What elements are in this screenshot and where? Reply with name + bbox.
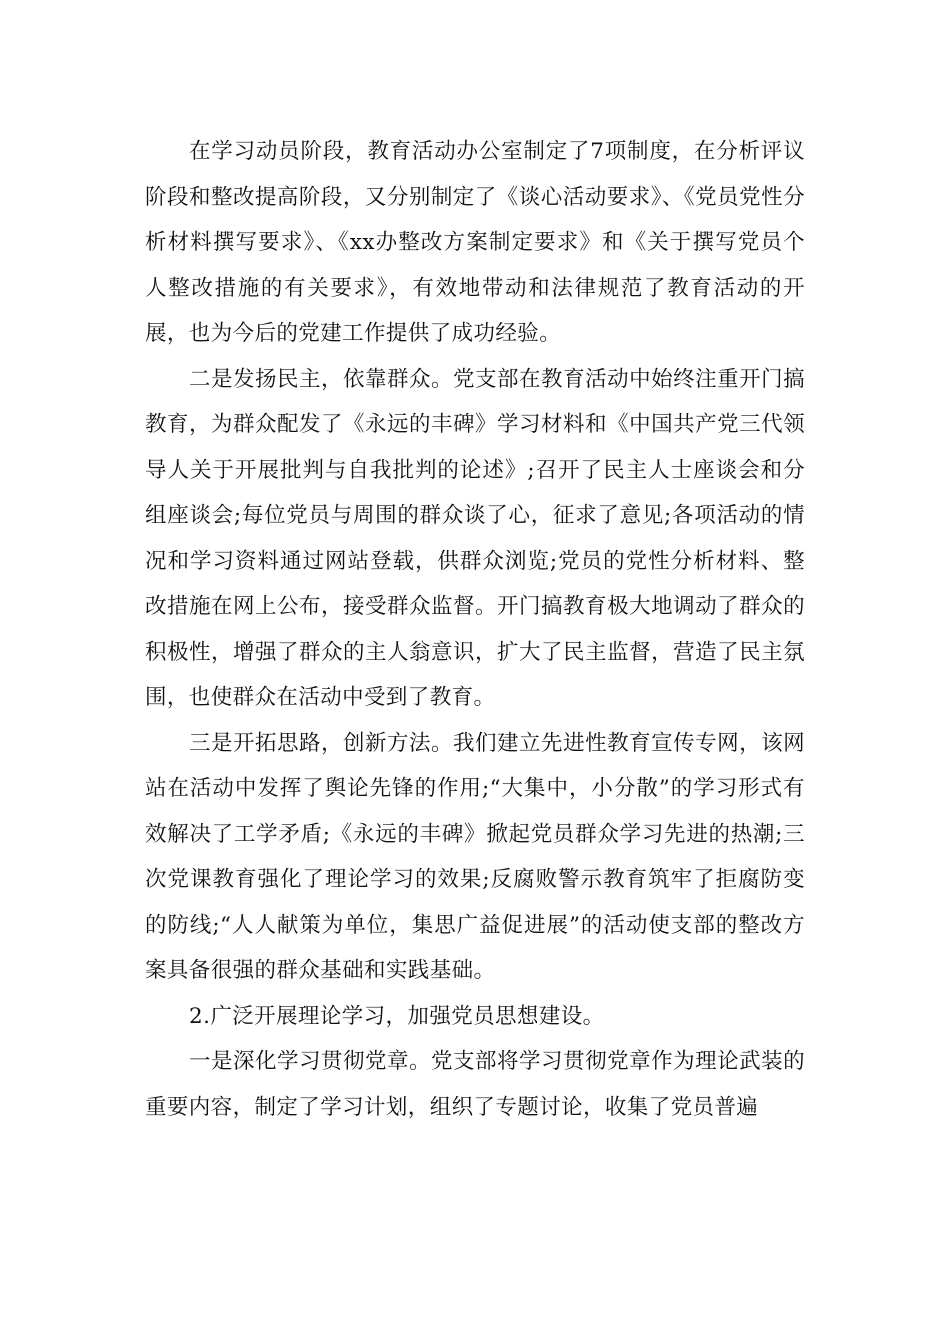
paragraph-institutions: 在学习动员阶段，教育活动办公室制定了7项制度，在分析评议阶段和整改提高阶段，又分别制定了《谈心活动要求》、《党员党性分析材料撰写要求》、《xx办整改方案制定要求》和《关于撰写党员个人整改措施的有关要求》，有效地带动和法律规范了教育活动的开展，也为今后的党建工作提供了成功经验。 [145,139,805,346]
paragraph-innovation: 三是开拓思路，创新方法。我们建立先进性教育宣传专网，该网站在活动中发挥了舆论先锋的作用;“大集中，小分散”的学习形式有效解决了工学矛盾;《永远的丰碑》掀起党员群众学习先进的热潮;三次党课教育强化了理论学习的效果;反腐败警示教育筑牢了拒腐防变的防线;“人人献策为单位，集思广益促进展”的活动使支部的整改方案具备很强的群众基础和实践基础。 [145,730,805,983]
document-body [145,129,805,1130]
section-heading-theory-study: 2.广泛开展理论学习，加强党员思想建设。 [189,1003,605,1029]
paragraph-party-constitution: 一是深化学习贯彻党章。党支部将学习贯彻党章作为理论武装的重要内容，制定了学习计划，组织了专题讨论，收集了党员普遍 [145,1049,805,1120]
paragraph-democracy: 二是发扬民主，依靠群众。党支部在教育活动中始终注重开门搞教育，为群众配发了《永远的丰碑》学习材料和《中国共产党三代领导人关于开展批判与自我批判的论述》;召开了民主人士座谈会和分组座谈会;每位党员与周围的群众谈了心，征求了意见;各项活动的情况和学习资料通过网站登载，供群众浏览;党员的党性分析材料、整改措施在网上公布，接受群众监督。开门搞教育极大地调动了群众的积极性，增强了群众的主人翁意识，扩大了民主监督，营造了民主氛围，也使群众在活动中受到了教育。 [145,366,805,710]
